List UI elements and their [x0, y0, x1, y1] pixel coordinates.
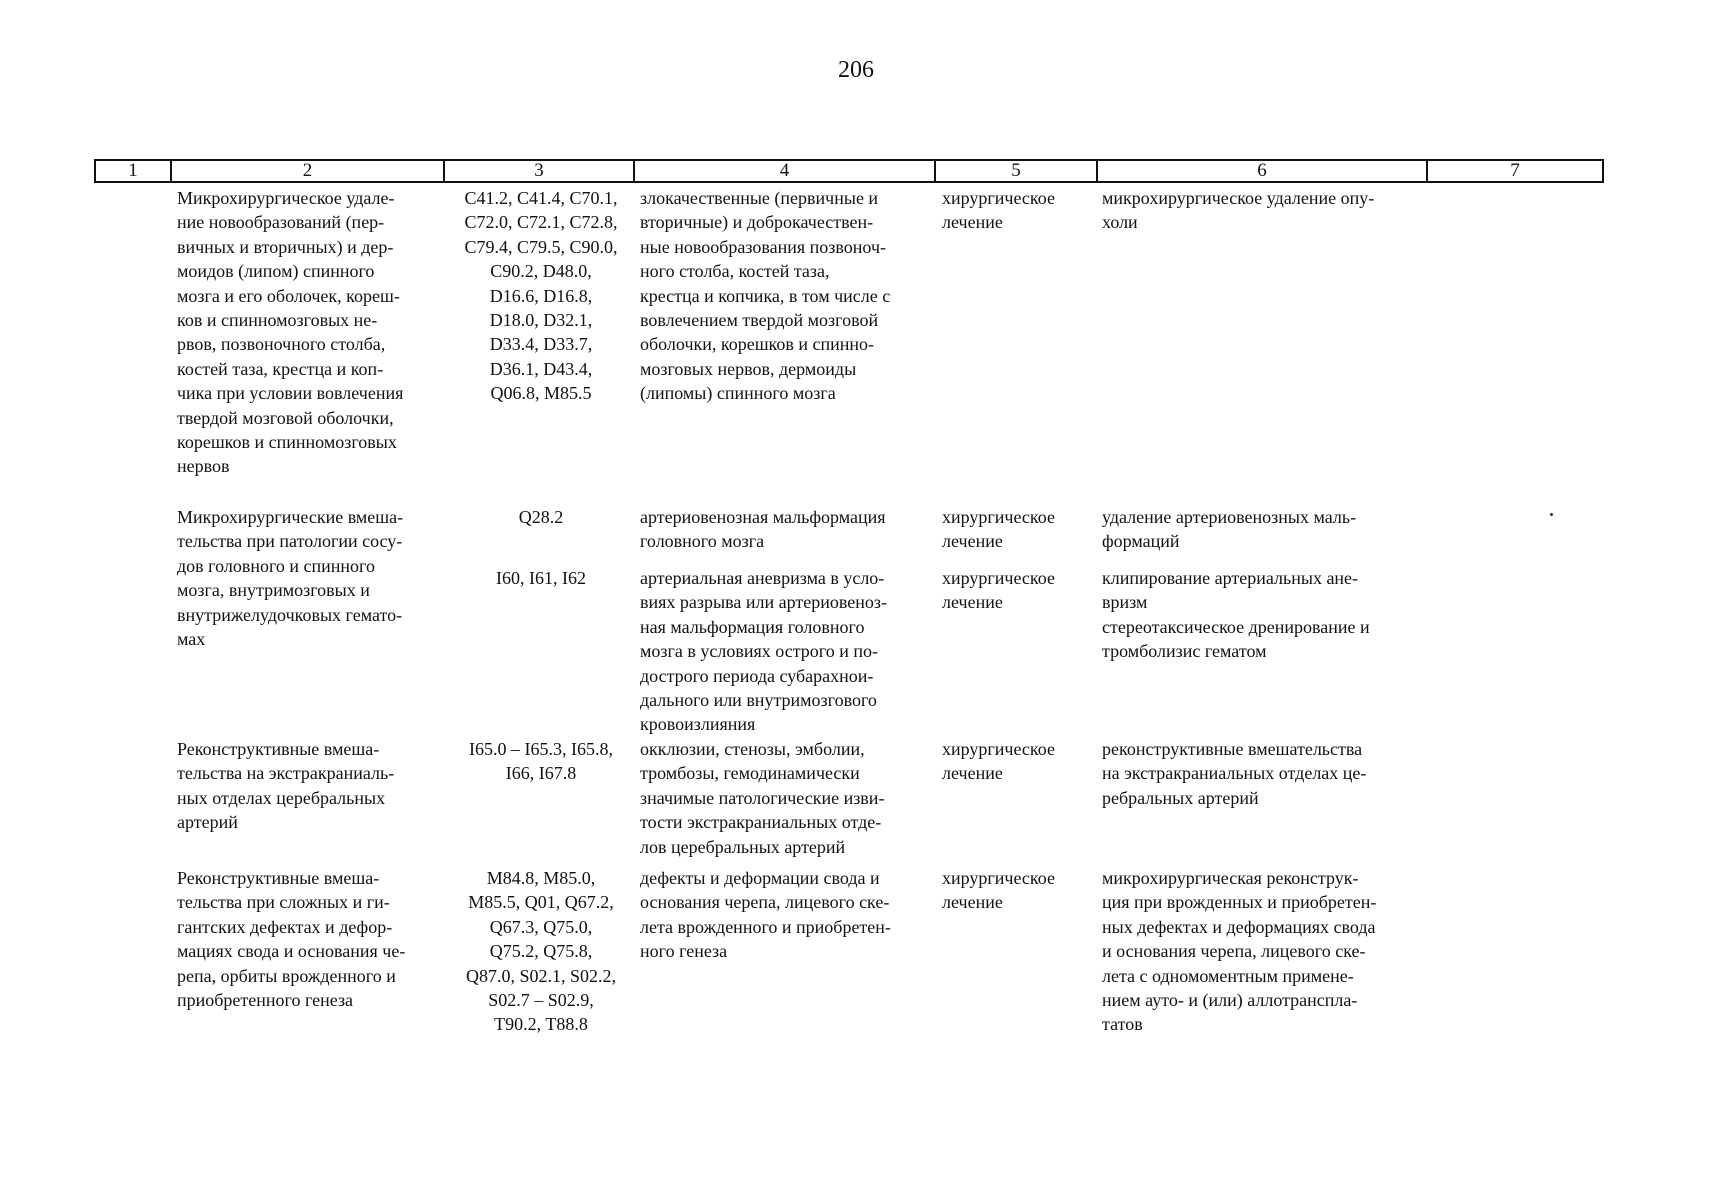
intervention-name: Реконструктивные вмеша- тельства при сложных и ги- гантских дефектах и дефор- мациях свода и основания че- репа, орбиты врожденного и приобретенного генеза [177, 868, 406, 1011]
column-number-2: 2 [171, 160, 444, 182]
patient-model: артериовенозная мальформация головного мозга [640, 507, 886, 552]
icd-codes: Q28.2 [518, 507, 564, 527]
page-number: 206 [838, 57, 874, 83]
treatment-method: клипирование артериальных ане- вризм стереотаксическое дренирование и тромболизис гематом [1102, 568, 1370, 662]
treatment-type: хирургическое лечение [942, 868, 1055, 913]
patient-model: дефекты и деформации свода и основания черепа, лицевого ске- лета врожденного и приобретен- ного генеза [640, 868, 891, 962]
column-number-4: 4 [634, 160, 935, 182]
intervention-name: Микрохирургическое удале- ние новообразований (пер- вичных и вторичных) и дер- моидов (липом) спинного мозга и его оболочек, кореш- ков и спинномозговых не- рвов, позвоночного столба, костей таза, крестца и коп- чика при условии вовлечения твердой мозговой оболочки, корешков и спинномозговых нервов [177, 188, 404, 477]
treatment-method: реконструктивные вмешательства на экстракраниальных отделах це- ребральных артерий [1102, 739, 1367, 808]
scan-speck [1550, 513, 1553, 516]
icd-codes: I60, I61, I62 [496, 568, 586, 588]
treatment-type: хирургическое лечение [942, 188, 1055, 233]
patient-model: окклюзии, стенозы, эмболии, тромбозы, гемодинамически значимые патологические изви- тости экстракраниальных отде- лов церебральных артерий [640, 739, 885, 857]
intervention-name: Реконструктивные вмеша- тельства на экстракраниаль- ных отделах церебральных артерий [177, 739, 395, 833]
intervention-name: Микрохирургические вмеша- тельства при патологии сосу- дов головного и спинного мозга, внутримозговых и внутрижелудочковых гемато- мах [177, 507, 404, 650]
column-number-header [94, 159, 1604, 183]
column-number-5: 5 [935, 160, 1097, 182]
icd-codes: C41.2, C41.4, C70.1, C72.0, C72.1, C72.8, C79.4, C79.5, C90.0, C90.2, D48.0, D16.6, D16.8, D18.0, D32.1, D33.4, D33.7, D36.1, D43.4, Q06.8, M85.5 [464, 188, 618, 404]
treatment-method: микрохирургическая реконструк- ция при врожденных и приобретен- ных дефектах и деформациях свода и основания черепа, лицевого ске- лета с одномоментным примене- нием ауто- и (или) аллотранспла- татов [1102, 868, 1377, 1035]
icd-codes: M84.8, M85.0, M85.5, Q01, Q67.2, Q67.3, Q75.0, Q75.2, Q75.8, Q87.0, S02.1, S02.2, S02.7 – S02.9, T90.2, T88.8 [465, 868, 617, 1035]
patient-model: артериальная аневризма в усло- виях разрыва или артериовеноз- ная мальформация головного мозга в условиях острого и по- дострого периода субарахнои- дального или внутримозгового кровоизлияния [640, 568, 887, 735]
treatment-method: микрохирургическое удаление опу- холи [1102, 188, 1375, 233]
column-number-7: 7 [1427, 160, 1603, 182]
patient-model: злокачественные (первичные и вторичные) и доброкачествен- ные новообразования позвоноч- ного столба, костей таза, крестца и копчика, в том числе с вовлечением твердой мозговой оболочки, корешков и спинно- мозговых нервов, дермоиды (липомы) спинного мозга [640, 188, 891, 404]
treatment-method: удаление артериовенозных маль- формаций [1102, 507, 1357, 552]
treatment-type: хирургическое лечение [942, 507, 1055, 552]
column-number-6: 6 [1097, 160, 1427, 182]
column-number-1: 1 [95, 160, 171, 182]
column-number-3: 3 [444, 160, 634, 182]
treatment-type: хирургическое лечение [942, 568, 1055, 613]
treatment-type: хирургическое лечение [942, 739, 1055, 784]
icd-codes: I65.0 – I65.3, I65.8, I66, I67.8 [469, 739, 613, 784]
